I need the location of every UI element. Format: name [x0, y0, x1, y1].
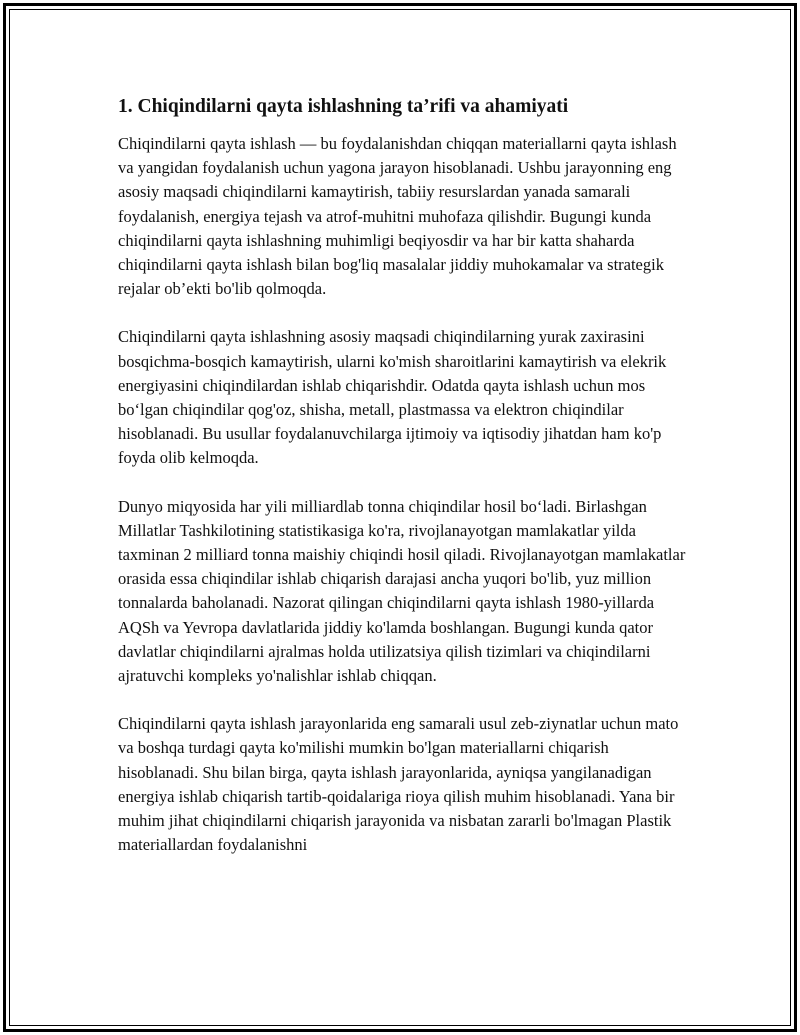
section-heading: 1. Chiqindilarni qayta ishlashning ta’rifi va ahamiyati	[118, 96, 569, 117]
paragraph-definition: Chiqindilarni qayta ishlash — bu foydalanishdan chiqqan materiallarni qayta ishlash va yangidan foydalanish uchun yagona jarayon hisoblanadi. Ushbu jarayonning eng asosiy maqsadi chiqindilarni kamaytirish, tabiiy resurslardan yanada samarali foydalanish, energiya tejash va atrof-muhitni muhofaza qilishdir. Bugungi kunda chiqindilarni qayta ishlashning muhimligi beqiyosdir va har bir katta shaharda chiqindilarni qayta ishlash bilan bog'liq masalalar jiddiy muhokamalar va strategik rejalar ob’ekti bo'lib qolmoqda.	[118, 134, 677, 299]
document-body	[118, 94, 688, 881]
paragraph-statistics: Dunyo miqyosida har yili milliardlab tonna chiqindilar hosil bo‘ladi. Birlashgan Millatlar Tashkilotining statistikasiga ko'ra, rivojlanayotgan mamlakatlar yilda taxminan 2 milliard tonna maishiy chiqindi hosil qiladi. Rivojlanayotgan mamlakatlar orasida essa chiqindilar ishlab chiqarish darajasi ancha yuqori bo'lib, yuz million tonnalarda baholanadi. Nazorat qilingan chiqindilarni qayta ishlash 1980-yillarda AQSh va Yevropa davlatlarida jiddiy ko'lamda boshlangan. Bugungi kunda qator davlatlar chiqindilarni ajralmas holda utilizatsiya qilish tizimlari va chiqindilarni ajratuvchi kompleks yo'nalishlar ishlab chiqqan.	[118, 496, 686, 686]
paragraph-methods: Chiqindilarni qayta ishlash jarayonlarida eng samarali usul zeb-ziynatlar uchun mato va boshqa turdagi qayta ko'milishi mumkin bo'lgan materiallarni chiqarish hisoblanadi. Shu bilan birga, qayta ishlash jarayonlarida, ayniqsa yangilanadigan energiya ishlab chiqarish tartib-qoidalariga rioya qilish muhim hisoblanadi. Yana bir muhim jihat chiqindilarni chiqarish jarayonida va nisbatan zararli bo'lmagan Plastik materiallardan foydalanishni	[118, 714, 679, 855]
paragraph-goals: Chiqindilarni qayta ishlashning asosiy maqsadi chiqindilarning yurak zaxirasini bosqichma-bosqich kamaytirish, ularni ko'mish sharoitlarini kamaytirish va elekrik energiyasini chiqindilardan ishlab chiqarishdir. Odatda qayta ishlash uchun mos bo‘lgan chiqindilar qog'oz, shisha, metall, plastmassa va elektron chiqindilar hisoblanadi. Bu usullar foydalanuvchilarga ijtimoiy va iqtisodiy jihatdan ham ko'p foyda olib kelmoqda.	[118, 327, 667, 468]
